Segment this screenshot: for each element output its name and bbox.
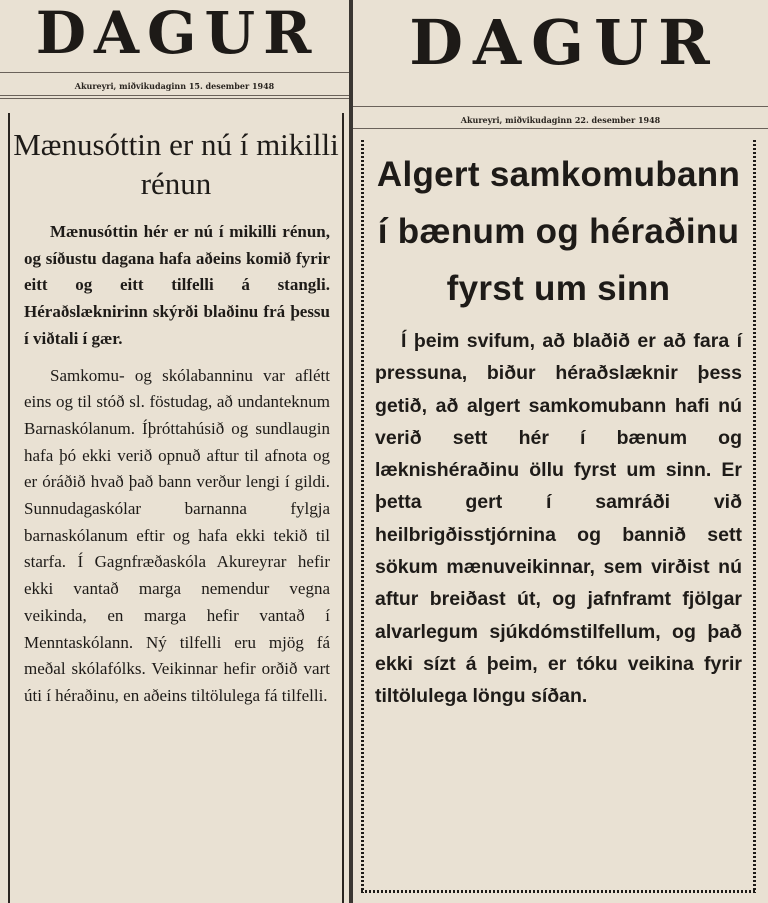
box-border-left xyxy=(361,140,364,893)
masthead: DAGUR xyxy=(35,0,320,67)
masthead-rule-top xyxy=(0,72,349,73)
newspaper-clipping-right xyxy=(353,0,768,903)
dateline: Akureyri, miðvikudaginn 15. desember 1948 xyxy=(74,81,275,91)
dateline-rule xyxy=(353,128,768,129)
article-headline: Algert samkomubann í bænum og héraðinu fyrst um sinn xyxy=(376,155,741,308)
article-polio-declining xyxy=(8,113,344,903)
article-assembly-ban-box xyxy=(361,140,756,893)
article-lead-paragraph: Mænusóttin hér er nú í mikilli rénun, og síðustu dagana hafa aðeins komið fyrir eitt og eitt tilfelli á stangli. Héraðslæknirinn skýrði blaðinu frá þessu í viðtali í gær. xyxy=(24,222,330,348)
article-assembly-ban xyxy=(375,140,742,893)
box-border-right xyxy=(753,140,756,893)
newspaper-clipping-left xyxy=(0,0,349,903)
masthead: DAGUR xyxy=(409,6,720,79)
article-headline: Mænusóttin er nú í mikilli rénun xyxy=(13,127,339,201)
dateline-rule xyxy=(0,95,349,96)
article-body-paragraph: Samkomu- og skólabanninu var aflétt eins og til stóð sl. föstudag, að undanteknum Barnaskólanum. Íþróttahúsið og sundlaugin hafa þó ekki verið opnuð aftur til afnota og er óráðið hvað það bann verður lengi í gildi. Sunnudagaskólar barnanna fylgja barnaskólanum eftir og hafa ekki tekið til starfa. Í Gagnfræðaskóla Akureyrar hefir ekki vantað marga nemendur vegna veikinda, en marga hefir vantað í Menntaskólann. Ný tilfelli eru mjög fá meðal skólafólks. Veikinnar hefir orðið vart úti í héraðinu, en aðeins tiltölulega fá tilfelli. xyxy=(24,365,330,705)
article-body-paragraph: Í þeim svifum, að blaðið er að fara í pressuna, biður héraðslæknir þess getið, að algert samkomubann hafi nú verið sett hér í bænum og læknishéraðinu öllu fyrst um sinn. Er þetta gert í samráði við heilbrigðisstjórnina og bannið sett sökum mænuveikinnar, sem virðist nú aftur breiðast út, og jafnframt fjölgar alvarlegum sjúkdómstilfellum, og það ekki sízt á þeim, er tóku veikina fyrir tiltölulega löngu síðan. xyxy=(375,330,742,708)
dateline: Akureyri, miðvikudaginn 22. desember 1948 xyxy=(460,115,661,125)
dateline-rule-double xyxy=(0,98,349,99)
masthead-rule-top xyxy=(353,106,768,107)
